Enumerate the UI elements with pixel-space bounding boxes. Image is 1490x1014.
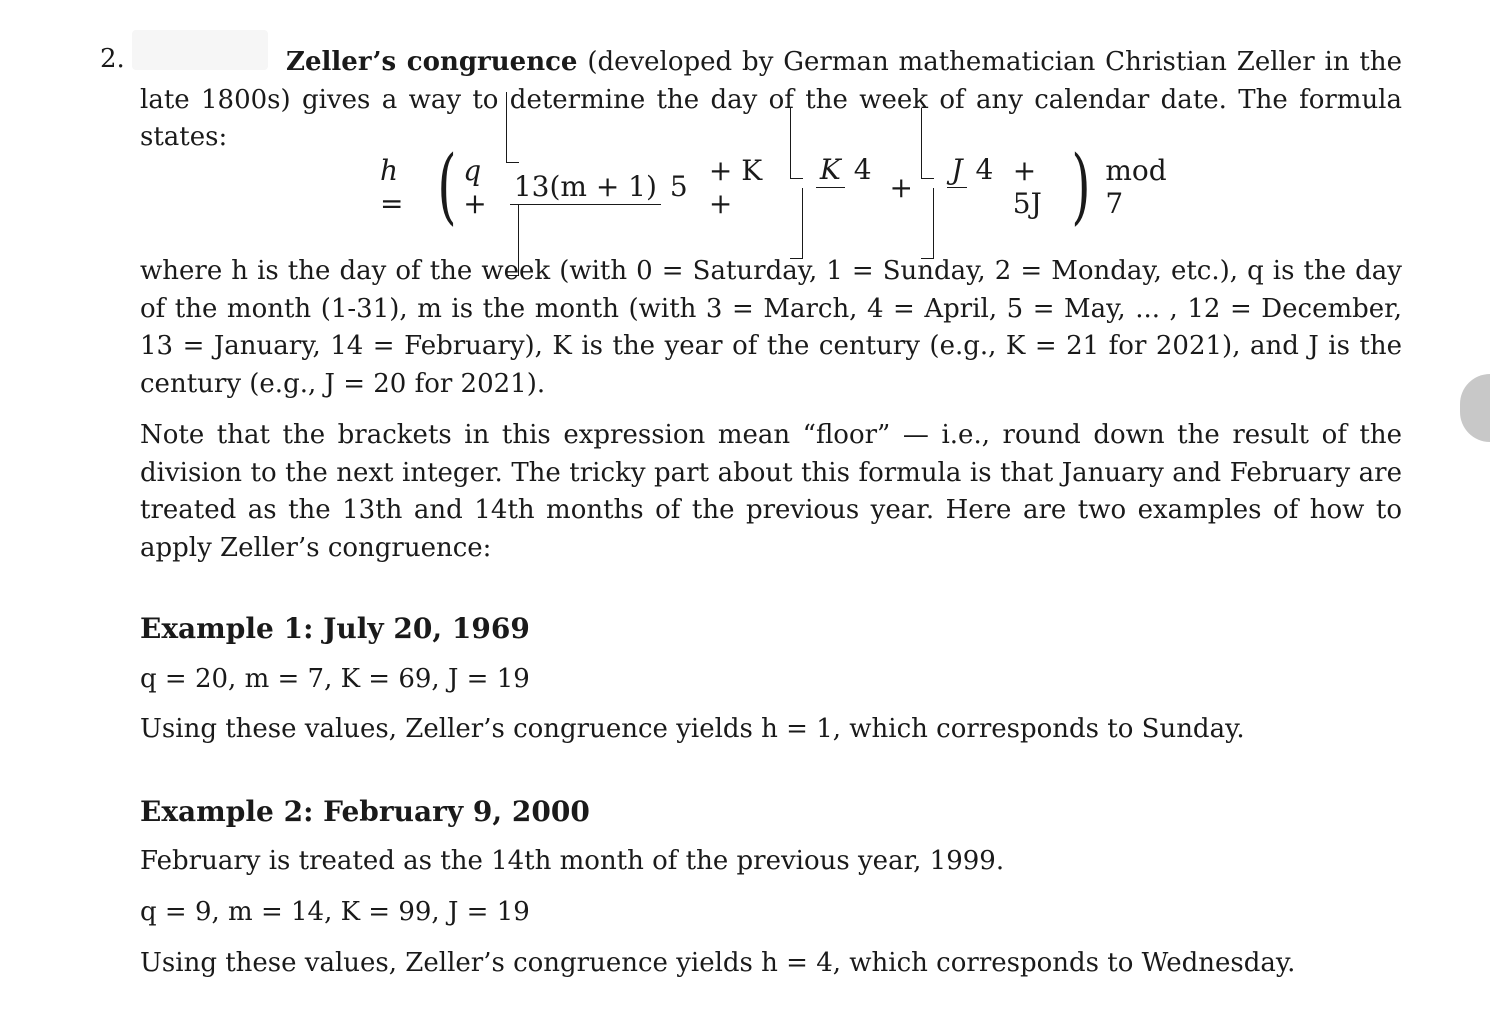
problem-number: 2. [100, 44, 125, 74]
formula-plus-5j: + 5J [1012, 154, 1042, 220]
example2-result: Using these values, Zeller’s congruence yields h = 4, which corresponds to Wednesday. [140, 948, 1296, 978]
example2-values: q = 9, m = 14, K = 99, J = 19 [140, 897, 530, 927]
intro-text: (developed by German mathematician Christian Zeller in the late 1800s) gives a way to determine the day of the week of any calendar date. The formula states: [140, 47, 1402, 152]
frac1-numerator: 13(m + 1) [510, 170, 661, 205]
frac2-denominator: 4 [853, 153, 872, 186]
intro-paragraph [140, 44, 1402, 157]
right-paren: ) [1071, 139, 1091, 234]
zeller-formula [380, 139, 1180, 234]
note-paragraph: Note that the brackets in this expression mean “floor” — i.e., round down the result of the division to the next integer. The tricky part about this formula is that January and February are treated as the 13th and 14th months of the previous year. Here are two examples of how to apply Zeller’s congruence: [140, 420, 1402, 563]
definitions-paragraph: where h is the day of the week (with 0 = Saturday, 1 = Sunday, 2 = Monday, etc.), q is the day of the month (1-31), m is the month (with 3 = March, 4 = April, 5 = May, ... , 12 = December, 13 = January, 14 = February), K is the year of the century (e.g., K = 21 for 2021), and J is the century (e.g., J = 20 for 2021). [140, 256, 1402, 399]
side-scroll-handle[interactable] [1460, 374, 1490, 442]
formula-plus: + [889, 170, 913, 204]
formula-plus-k-plus: + K + [708, 154, 763, 220]
formula-q-plus: q + [463, 154, 487, 220]
intro-bold-term: Zeller’s congruence [286, 47, 578, 77]
frac2-numerator: K [816, 153, 845, 188]
frac3-denominator: 4 [975, 153, 994, 186]
example2-note: February is treated as the 14th month of the previous year, 1999. [140, 846, 1005, 876]
formula-lhs: h = [380, 154, 404, 220]
left-paren: ( [437, 139, 457, 234]
frac1-denominator: 5 [669, 169, 688, 203]
example2-heading: Example 2: February 9, 2000 [140, 795, 590, 828]
example1-heading: Example 1: July 20, 1969 [140, 612, 530, 645]
frac3-numerator: J [947, 153, 966, 188]
floor-term-2 [790, 108, 881, 266]
formula-mod: mod 7 [1105, 154, 1167, 220]
example1-values: q = 20, m = 7, K = 69, J = 19 [140, 664, 530, 694]
floor-term-3 [921, 108, 1004, 266]
example1-result: Using these values, Zeller’s congruence yields h = 1, which corresponds to Sunday. [140, 714, 1245, 744]
